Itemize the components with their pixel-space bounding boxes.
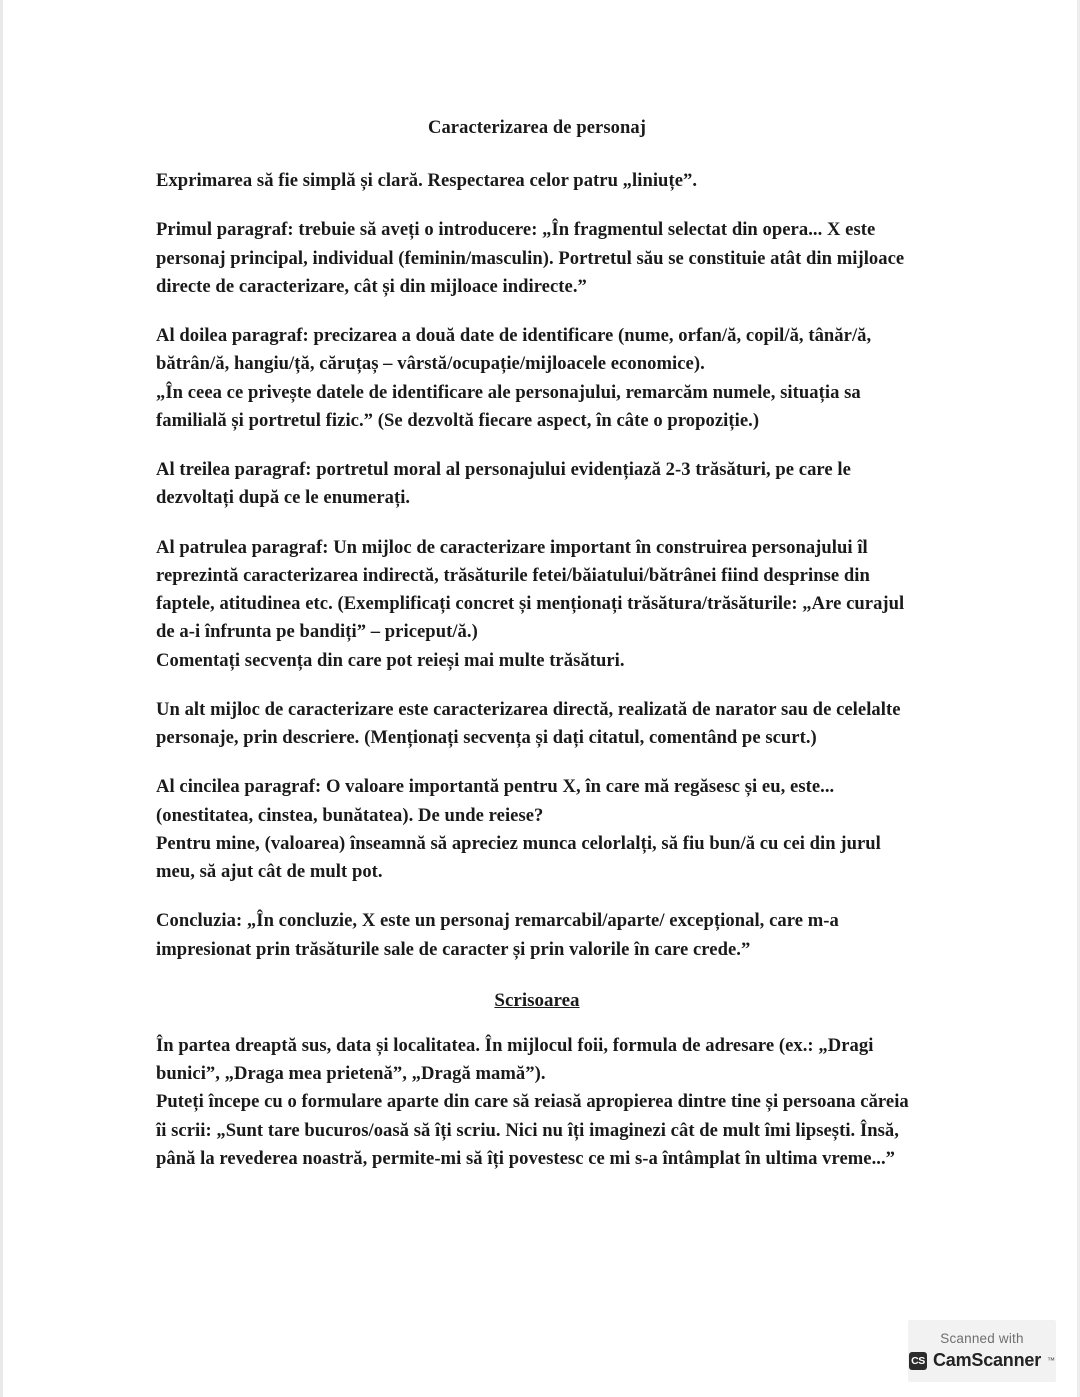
page-title: Caracterizarea de personaj bbox=[427, 118, 646, 138]
page-left-edge bbox=[0, 0, 3, 1397]
watermark-app-name: CamScanner bbox=[932, 1350, 1042, 1370]
paragraph-6: Un alt mijloc de caracterizare este caracterizarea directă, realizată de narator sau de celelalte personaje, prin descriere. (Menționați secvența și dați citatul, comentând pe scurt.) bbox=[156, 698, 901, 748]
section2-paragraph-1: În partea dreaptă sus, data și localitatea. În mijlocul foii, formula de adresare (ex.: „Dragi bunici”, „Draga mea prietenă”, „Dragă mamă”). Puteți începe cu o formulare aparte din care să reiasă apropierea dintre tine și persoana căreia îi scrii: „Sunt tare bucuros/oasă să îți scriu. Nici nu îți imaginezi cât de mult îmi lipsești. Însă, până la revederea noastră, permite-mi să îți povestesc ce mi s-a întâmplat în ultima vreme...” bbox=[156, 1034, 909, 1169]
camscanner-logo-icon: CS bbox=[909, 1352, 927, 1370]
document-content bbox=[156, 118, 918, 1173]
paragraph-7: Al cincilea paragraf: O valoare importantă pentru X, în care mă regăsesc și eu, este... (onestitatea, cinstea, bunătatea). De unde reiese? Pentru mine, (valoarea) înseamnă să apreciez munca celorlalți, să fiu bun/ă cu cei din jurul meu, să ajut cât de mult pot. bbox=[156, 776, 881, 882]
watermark-top-text: Scanned with bbox=[940, 1331, 1024, 1346]
paragraph-5: Al patrulea paragraf: Un mijloc de caracterizare important în construirea personajului îl reprezintă caracterizarea indirectă, trăsăturile fetei/băiatului/bătrânei fiind desprinse din faptele, atitudinea etc. (Exemplificați concret și menționați trăsătura/trăsăturile: „Are curajul de a-i înfrunta pe bandiți” – priceput/ă.) Comentați secvența din care pot reieși mai multe trăsături. bbox=[156, 536, 905, 671]
paragraph-4: Al treilea paragraf: portretul moral al personajului evidențiază 2-3 trăsături, pe care le dezvoltați după ce le enumerați. bbox=[156, 459, 851, 509]
paragraph-2: Primul paragraf: trebuie să aveți o introducere: „În fragmentul selectat din opera... X este personaj principal, individual (feminin/masculin). Portretul său se constituie atât din mijloace directe de caracterizare, cât și din mijloace indirecte.” bbox=[156, 219, 905, 297]
section-title-scrisoarea: Scrisoarea bbox=[494, 989, 580, 1011]
paragraph-3: Al doilea paragraf: precizarea a două date de identificare (nume, orfan/ă, copil/ă, tânăr/ă, bătrân/ă, hangiu/ță, căruțaș – vârstă/ocupație/mijloacele economice). „În ceea ce privește datele de identificare ale personajului, remarcăm numele, situația sa familială și portretul fizic.” (Se dezvoltă fiecare aspect, în câte o propoziție.) bbox=[156, 325, 872, 431]
paragraph-8: Concluzia: „În concluzie, X este un personaj remarcabil/aparte/ excepțional, care m-a impresionat prin trăsăturile sale de caracter și prin valorile în care crede.” bbox=[156, 910, 839, 960]
watermark-brand bbox=[909, 1350, 1055, 1371]
paragraph-1: Exprimarea să fie simplă și clară. Respectarea celor patru „liniuțe”. bbox=[156, 170, 698, 191]
camscanner-watermark bbox=[908, 1320, 1056, 1382]
watermark-trademark: ™ bbox=[1047, 1356, 1056, 1365]
